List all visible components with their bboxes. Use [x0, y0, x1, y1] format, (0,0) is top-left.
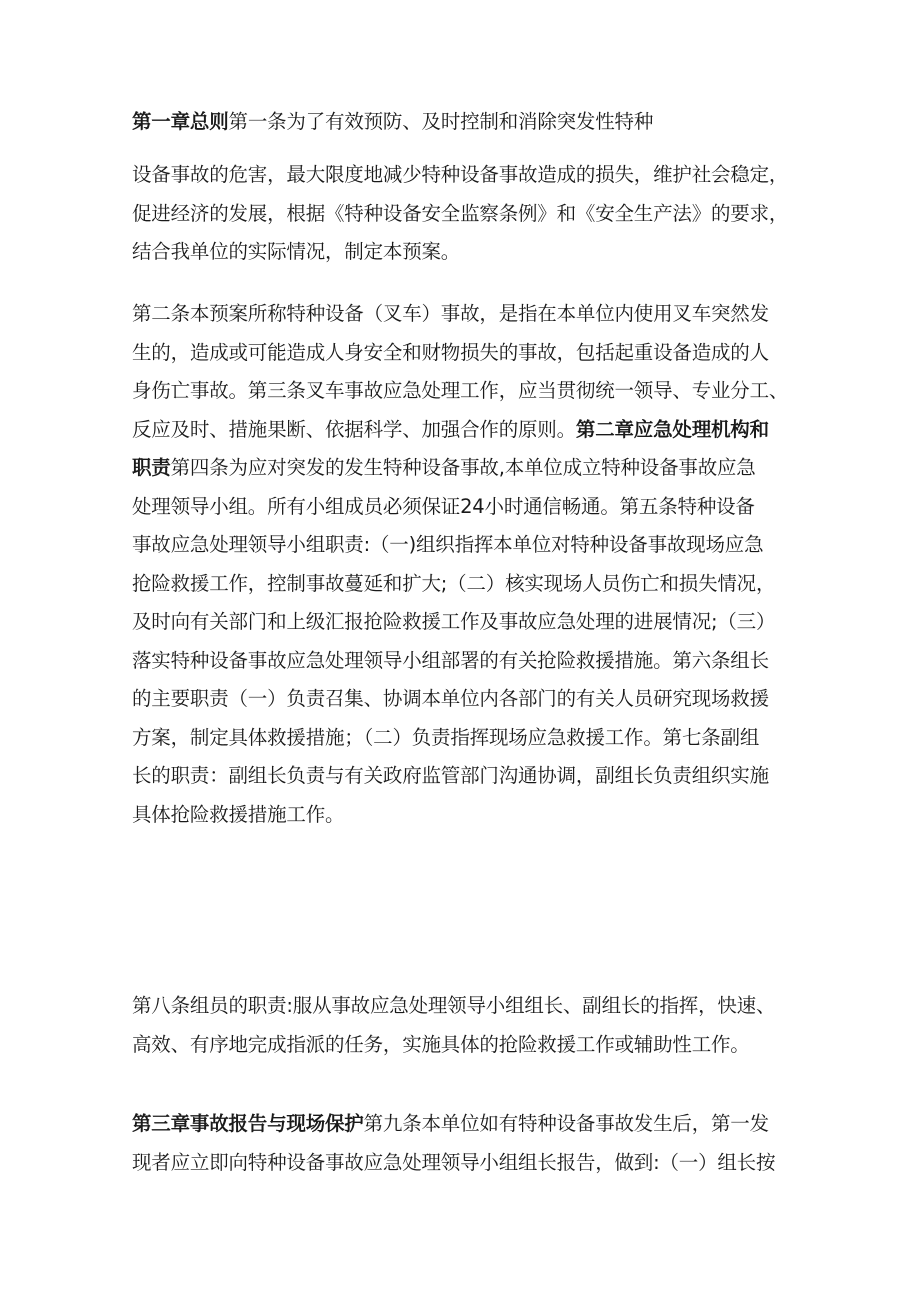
body-text: 第一条为了有效预防、及时控制和消除突发性特种 [228, 110, 654, 133]
paragraph-chapter-3-report [132, 1105, 775, 1182]
text-line [132, 156, 788, 195]
body-text: 现者应立即向特种设备事故应急处理领导小组组长报告，做到:（一）组长按 [132, 1150, 776, 1174]
text-line [132, 233, 788, 272]
body-text: 第四条为应对突发的发生特种设备事故,本单位成立特种设备事故应急 [170, 456, 756, 479]
text-line [132, 1026, 775, 1065]
heading-text: 第一章总则 [132, 110, 229, 133]
text-line [132, 449, 788, 488]
body-text: 长的职责：副组长负责与有关政府监管部门沟通协调，副组长负责组织实施 [132, 764, 769, 787]
body-text: 事故应急处理领导小组职责:（一)组织指挥本单位对特种设备事故现场应急 [132, 533, 764, 556]
body-text: 反应及时、措施果断、依据科学、加强合作的原则。 [132, 417, 576, 441]
body-text: 生的，造成或可能造成人身安全和财物损失的事故，包括起重设备造成的人 [132, 340, 769, 364]
paragraph-member-duties [132, 987, 775, 1064]
text-line [132, 642, 788, 681]
heading-text: 第三章事故报告与现场保护 [132, 1112, 364, 1135]
heading-text: 第二章应急处理机构和 [575, 417, 769, 441]
text-line [132, 719, 788, 758]
text-line [132, 526, 788, 565]
body-text: 第九条本单位如有特种设备事故发生后，第一发 [363, 1112, 769, 1135]
text-line [132, 334, 788, 373]
body-text: 具体抢险救援措施工作。 [132, 802, 345, 826]
body-text: 方案，制定具体救援措施；（二）负责指挥现场应急救援工作。第七条副组 [132, 725, 760, 749]
heading-text: 职责 [132, 456, 171, 479]
text-line [132, 565, 788, 604]
text-line [132, 195, 788, 234]
body-text: 及时向有关部门和上级汇报抢险救援工作及事故应急处理的进展情况;（三） [132, 610, 776, 633]
text-line [132, 103, 653, 141]
body-text: 促进经济的发展，根据《特种设备安全监察条例》和《安全生产法》的要求， [132, 201, 789, 225]
paragraph-chapter-1-intro [132, 103, 653, 141]
text-line [132, 757, 788, 796]
body-text: 高效、有序地完成指派的任务，实施具体的抢险救援工作或辅助性工作。 [132, 1032, 750, 1056]
text-line [132, 488, 788, 527]
paragraph-scope-and-duties [132, 295, 788, 834]
body-text: 处理领导小组。所有小组成员必须保证24小时通信畅通。第五条特种设备 [132, 494, 755, 518]
text-line [132, 1144, 775, 1183]
text-line [132, 796, 788, 835]
body-text: 落实特种设备事故应急处理领导小组部署的有关抢险救援措施。第六条组长 [132, 648, 769, 672]
text-line [132, 411, 788, 450]
body-text: 的主要职责（一）负责召集、协调本单位内各部门的有关人员研究现场救援 [132, 687, 769, 710]
text-line [132, 372, 788, 411]
body-text: 抢险救援工作，控制事故蔓延和扩大;（二）核实现场人员伤亡和损失情况， [132, 571, 776, 595]
body-text: 第八条组员的职责:服从事故应急处理领导小组组长、副组长的指挥，快速、 [132, 994, 776, 1017]
body-text: 第二条本预案所称特种设备（叉车）事故，是指在本单位内使用叉车突然发 [132, 302, 769, 325]
body-text: 身伤亡事故。第三条叉车事故应急处理工作，应当贯彻统一领导、专业分工、 [132, 379, 789, 402]
text-line [132, 295, 788, 334]
body-text: 结合我单位的实际情况，制定本预案。 [132, 240, 461, 264]
text-line [132, 1105, 775, 1144]
text-line [132, 987, 775, 1026]
body-text: 设备事故的危害，最大限度地减少特种设备事故造成的损失，维护社会稳定， [132, 163, 789, 186]
text-line [132, 680, 788, 719]
paragraph-purpose [132, 156, 788, 272]
text-line [132, 603, 788, 642]
